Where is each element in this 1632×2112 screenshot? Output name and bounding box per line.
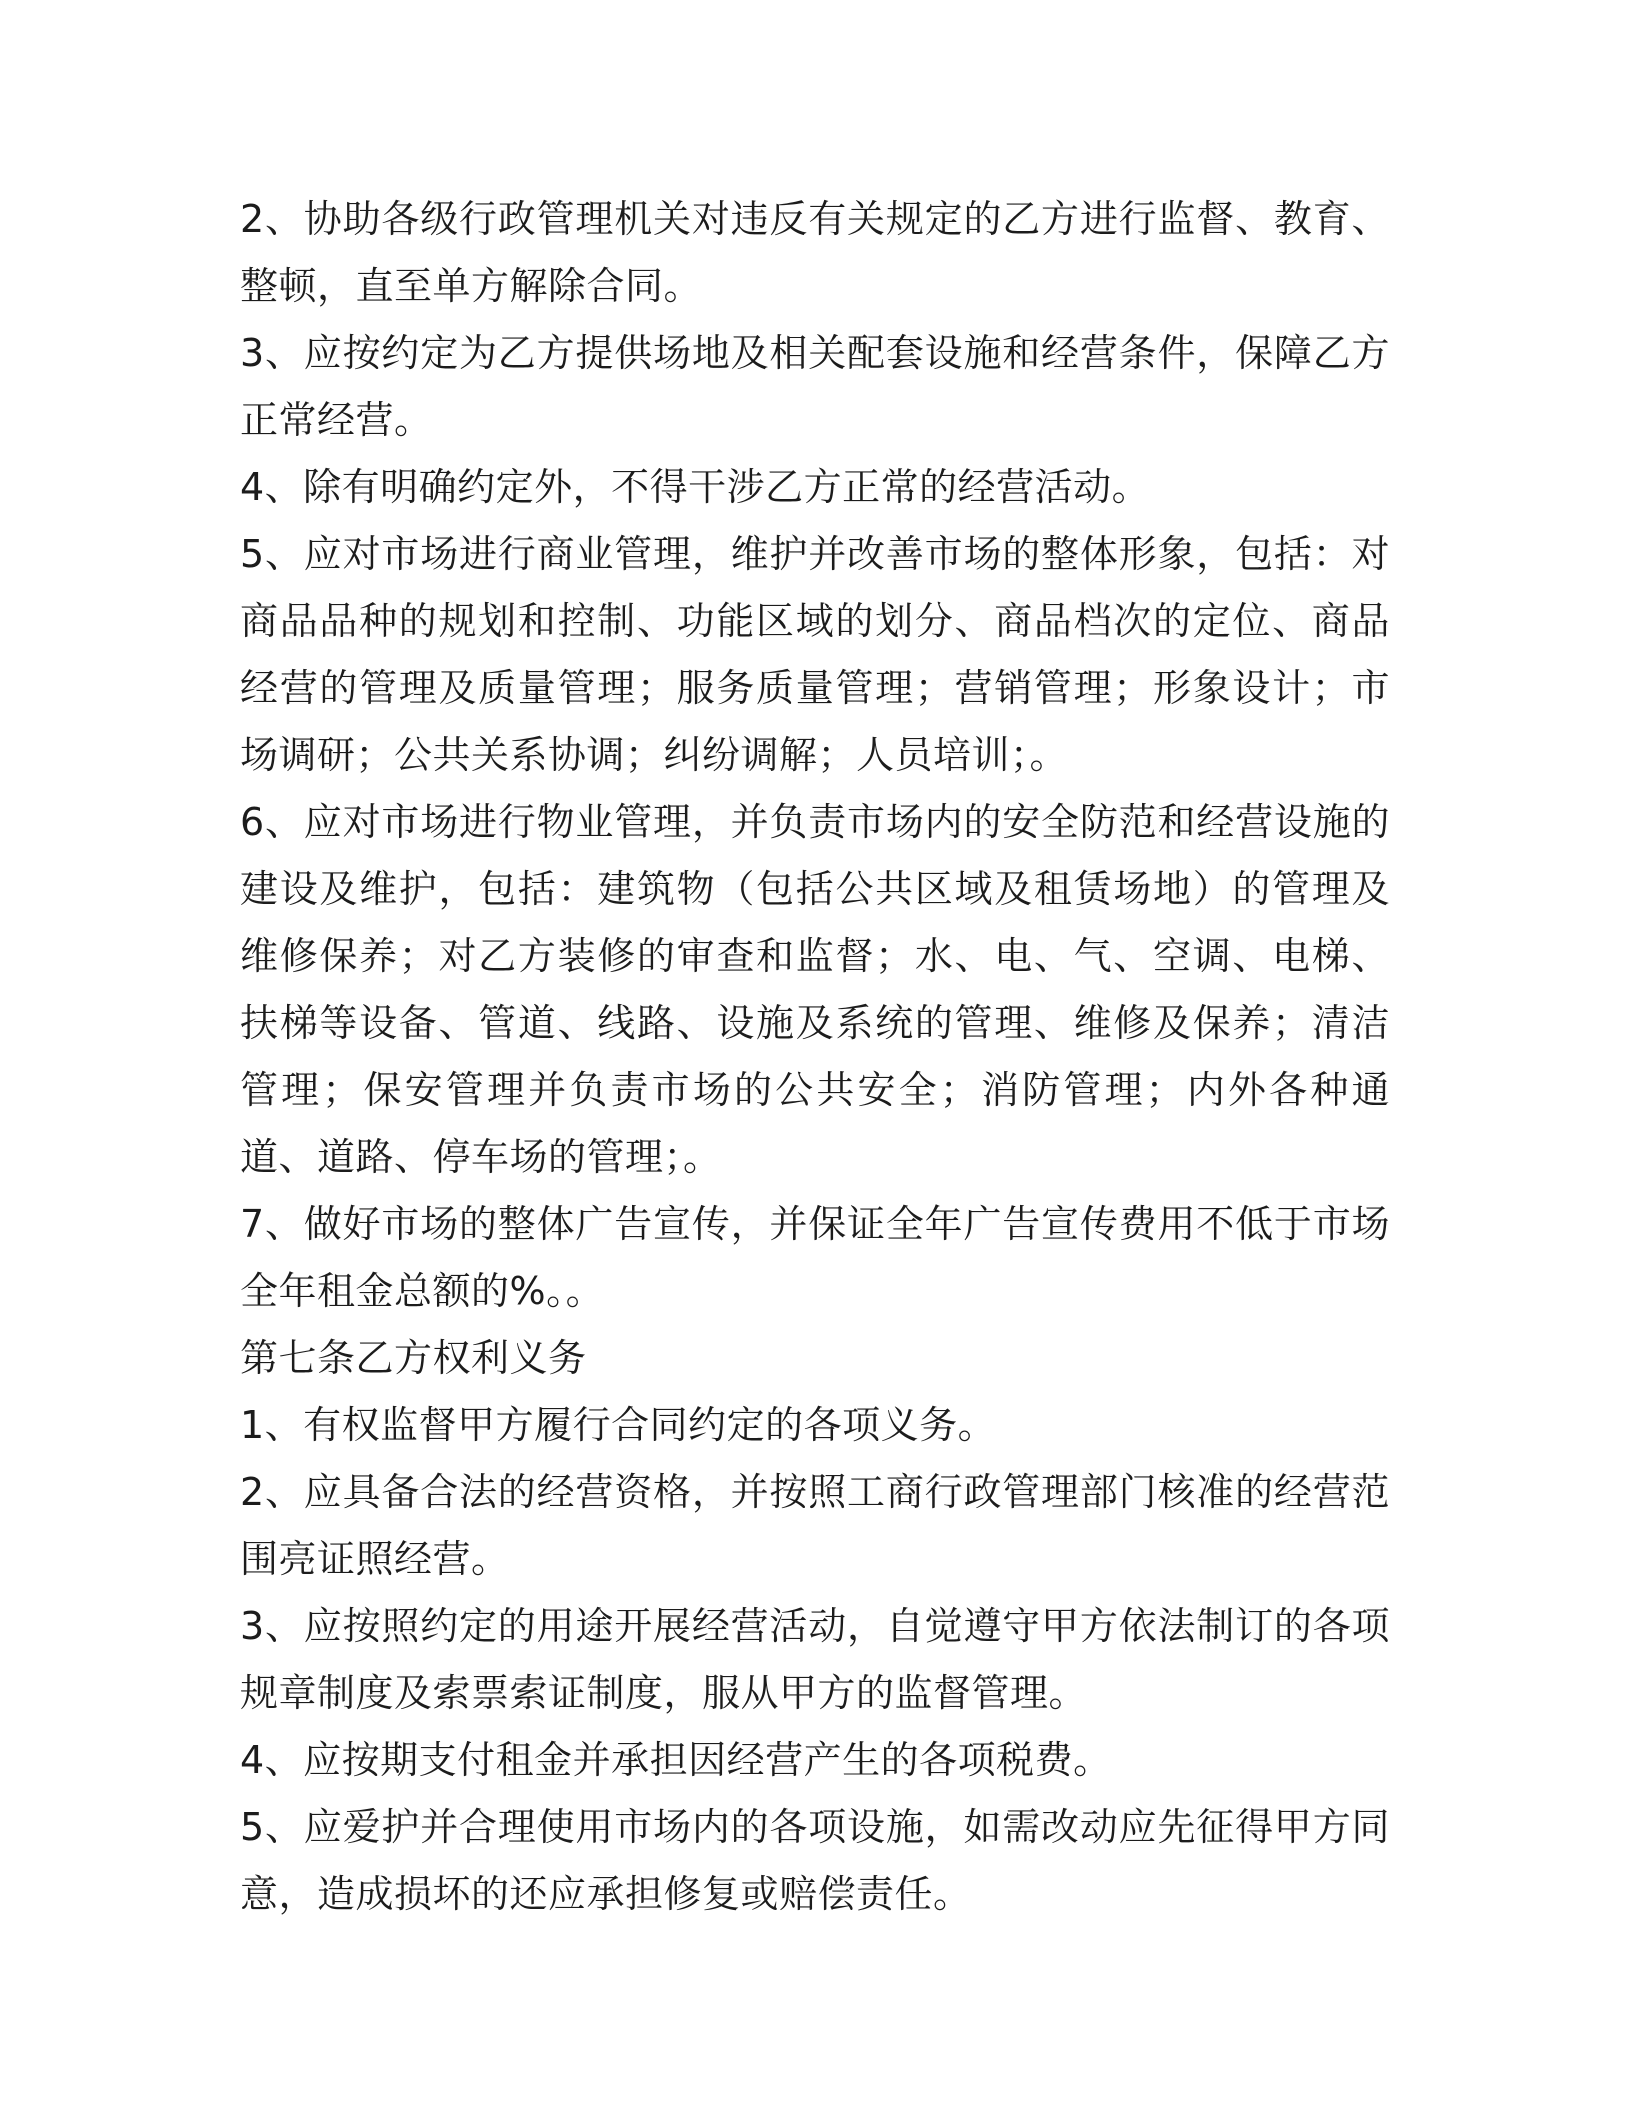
document-body [240, 186, 1390, 1928]
clause-paragraph: 2、应具备合法的经营资格，并按照工商行政管理部门核准的经营范围亮证照经营。 [240, 1470, 1390, 1581]
section-heading: 第七条乙方权利义务 [240, 1336, 587, 1380]
clause-paragraph: 2、协助各级行政管理机关对违反有关规定的乙方进行监督、教育、整顿，直至单方解除合同。 [240, 197, 1390, 308]
clause-paragraph: 4、应按期支付租金并承担因经营产生的各项税费。 [240, 1738, 1112, 1782]
clause-paragraph: 7、做好市场的整体广告宣传，并保证全年广告宣传费用不低于市场全年租金总额的%。。 [240, 1202, 1390, 1313]
clause-paragraph: 5、应对市场进行商业管理，维护并改善市场的整体形象，包括：对商品品种的规划和控制、功能区域的划分、商品档次的定位、商品经营的管理及质量管理；服务质量管理；营销管理；形象设计；市场调研；公共关系协调；纠纷调解；人员培训；。 [240, 532, 1390, 777]
clause-paragraph: 6、应对市场进行物业管理，并负责市场内的安全防范和经营设施的建设及维护，包括：建筑物（包括公共区域及租赁场地）的管理及维修保养；对乙方装修的审查和监督；水、电、气、空调、电梯、扶梯等设备、管道、线路、设施及系统的管理、维修及保养；清洁管理；保安管理并负责市场的公共安全；消防管理；内外各种通道、道路、停车场的管理；。 [240, 800, 1390, 1179]
clause-paragraph: 3、应按照约定的用途开展经营活动，自觉遵守甲方依法制订的各项规章制度及索票索证制度，服从甲方的监督管理。 [240, 1604, 1390, 1715]
clause-paragraph: 4、除有明确约定外，不得干涉乙方正常的经营活动。 [240, 465, 1151, 509]
clause-paragraph: 1、有权监督甲方履行合同约定的各项义务。 [240, 1403, 997, 1447]
clause-paragraph: 5、应爱护并合理使用市场内的各项设施，如需改动应先征得甲方同意，造成损坏的还应承担修复或赔偿责任。 [240, 1805, 1390, 1916]
clause-paragraph: 3、应按约定为乙方提供场地及相关配套设施和经营条件，保障乙方正常经营。 [240, 331, 1390, 442]
